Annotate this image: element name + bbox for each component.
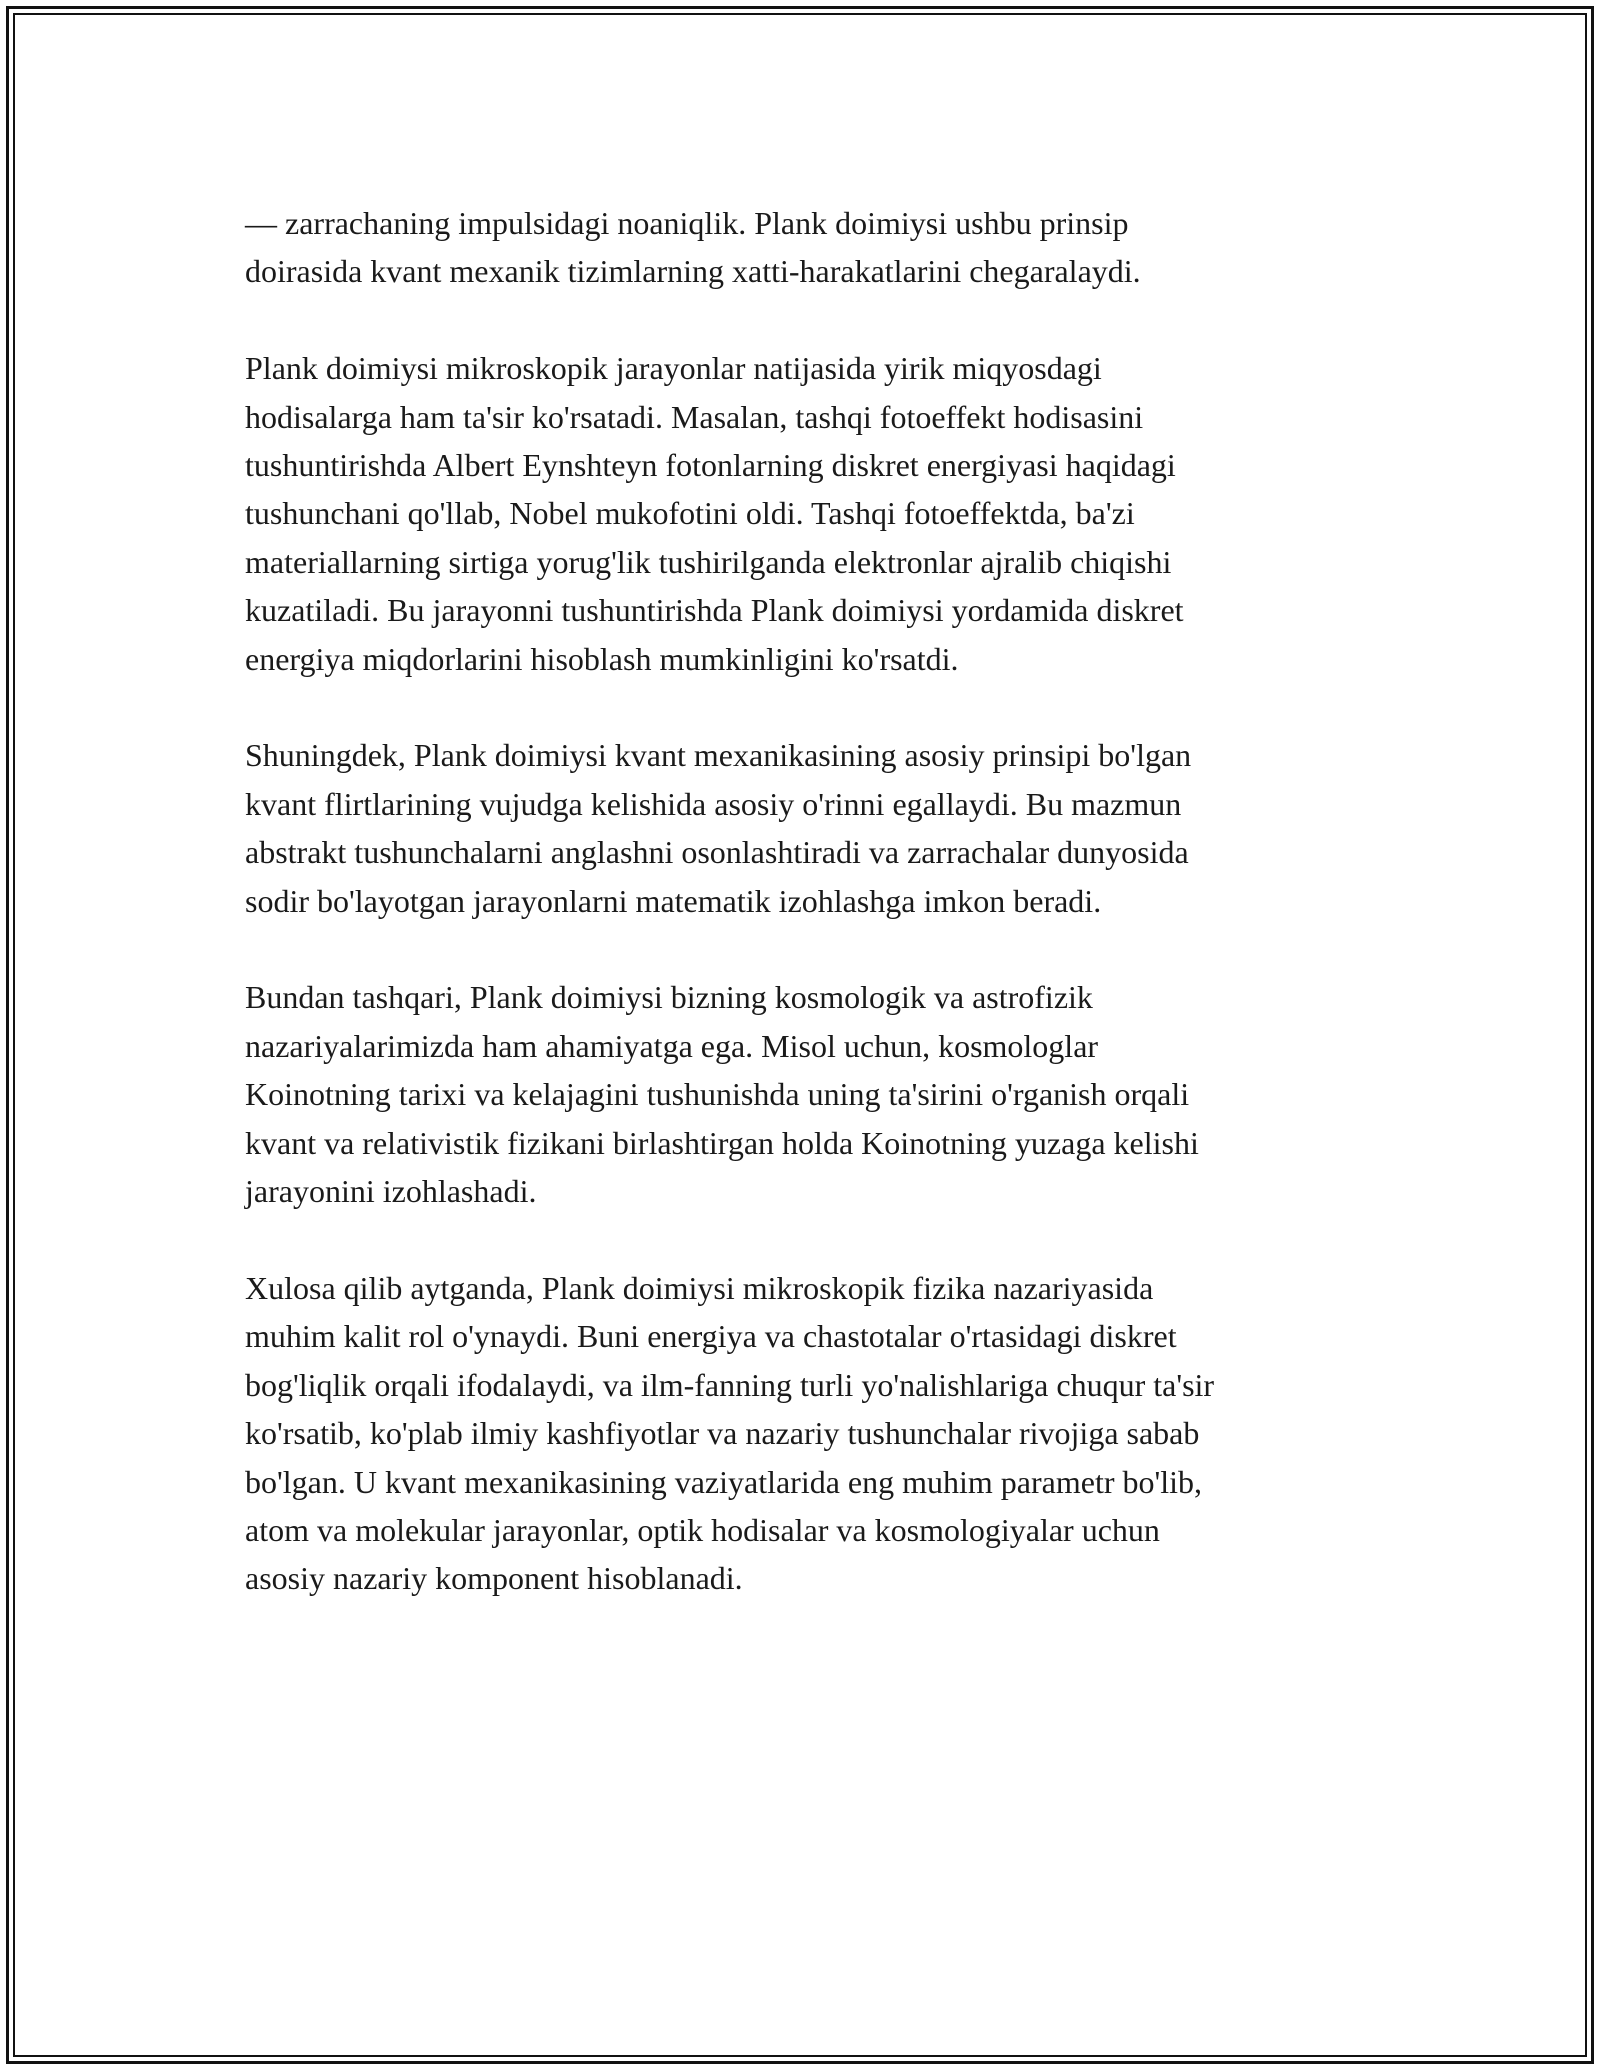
document-body — [245, 199, 1375, 1651]
text-line: Xulosa qilib aytganda, Plank doimiysi mikroskopik fizika nazariyasida — [245, 1269, 1154, 1306]
text-line: Koinotning tarixi va kelajagini tushunishda uning ta'sirini o'rganish orqali — [245, 1076, 1190, 1113]
text-line: kvant va relativistik fizikani birlashtirgan holda Koinotning yuzaga kelishi — [245, 1124, 1199, 1161]
text-line: energiya miqdorlarini hisoblash mumkinligini ko'rsatdi. — [245, 640, 959, 677]
text-line: materiallarning sirtiga yorug'lik tushirilganda elektronlar ajralib chiqishi — [245, 543, 1172, 580]
text-line: abstrakt tushunchalarni anglashni osonlashtiradi va zarrachalar dunyosida — [245, 834, 1189, 871]
paragraph-4 — [245, 973, 1375, 1215]
text-line: atom va molekular jarayonlar, optik hodisalar va kosmologiyalar uchun — [245, 1511, 1160, 1548]
text-line: kvant flirtlarining vujudga kelishida asosiy o'rinni egallaydi. Bu mazmun — [245, 785, 1182, 822]
text-line: doirasida kvant mexanik tizimlarning xatti-harakatlarini chegaralaydi. — [245, 253, 1141, 290]
text-line: Shuningdek, Plank doimiysi kvant mexanikasining asosiy prinsipi bo'lgan — [245, 737, 1192, 774]
text-line: nazariyalarimizda ham ahamiyatga ega. Misol uchun, kosmologlar — [245, 1027, 1099, 1064]
page-frame — [6, 6, 1594, 2064]
text-line: hodisalarga ham ta'sir ko'rsatadi. Masalan, tashqi fotoeffekt hodisasini — [245, 398, 1144, 435]
text-line: tushuntirishda Albert Eynshteyn fotonlarning diskret energiyasi haqidagi — [245, 447, 1176, 484]
text-line: sodir bo'layotgan jarayonlarni matematik izohlashga imkon beradi. — [245, 882, 1102, 919]
paragraph-3 — [245, 731, 1375, 925]
text-line: Plank doimiysi mikroskopik jarayonlar natijasida yirik miqyosdagi — [245, 350, 1102, 387]
paragraph-1 — [245, 199, 1375, 296]
text-line: Bundan tashqari, Plank doimiysi bizning kosmologik va astrofizik — [245, 979, 1093, 1016]
text-line: ko'rsatib, ko'plab ilmiy kashfiyotlar va nazariy tushunchalar rivojiga sabab — [245, 1415, 1200, 1452]
paragraph-5 — [245, 1264, 1375, 1603]
paragraph-2 — [245, 344, 1375, 683]
text-line: — zarrachaning impulsidagi noaniqlik. Plank doimiysi ushbu prinsip — [245, 205, 1129, 241]
text-line: bo'lgan. U kvant mexanikasining vaziyatlarida eng muhim parametr bo'lib, — [245, 1463, 1203, 1500]
text-line: kuzatiladi. Bu jarayonni tushuntirishda Plank doimiysi yordamida diskret — [245, 592, 1184, 629]
text-line: tushunchani qo'llab, Nobel mukofotini oldi. Tashqi fotoeffektda, ba'zi — [245, 495, 1135, 532]
text-line: jarayonini izohlashadi. — [245, 1173, 537, 1210]
text-line: bog'liqlik orqali ifodalaydi, va ilm-fanning turli yo'nalishlariga chuqur ta'sir — [245, 1366, 1215, 1403]
text-line: asosiy nazariy komponent hisoblanadi. — [245, 1560, 743, 1597]
text-line: muhim kalit rol o'ynaydi. Buni energiya va chastotalar o'rtasidagi diskret — [245, 1318, 1177, 1355]
